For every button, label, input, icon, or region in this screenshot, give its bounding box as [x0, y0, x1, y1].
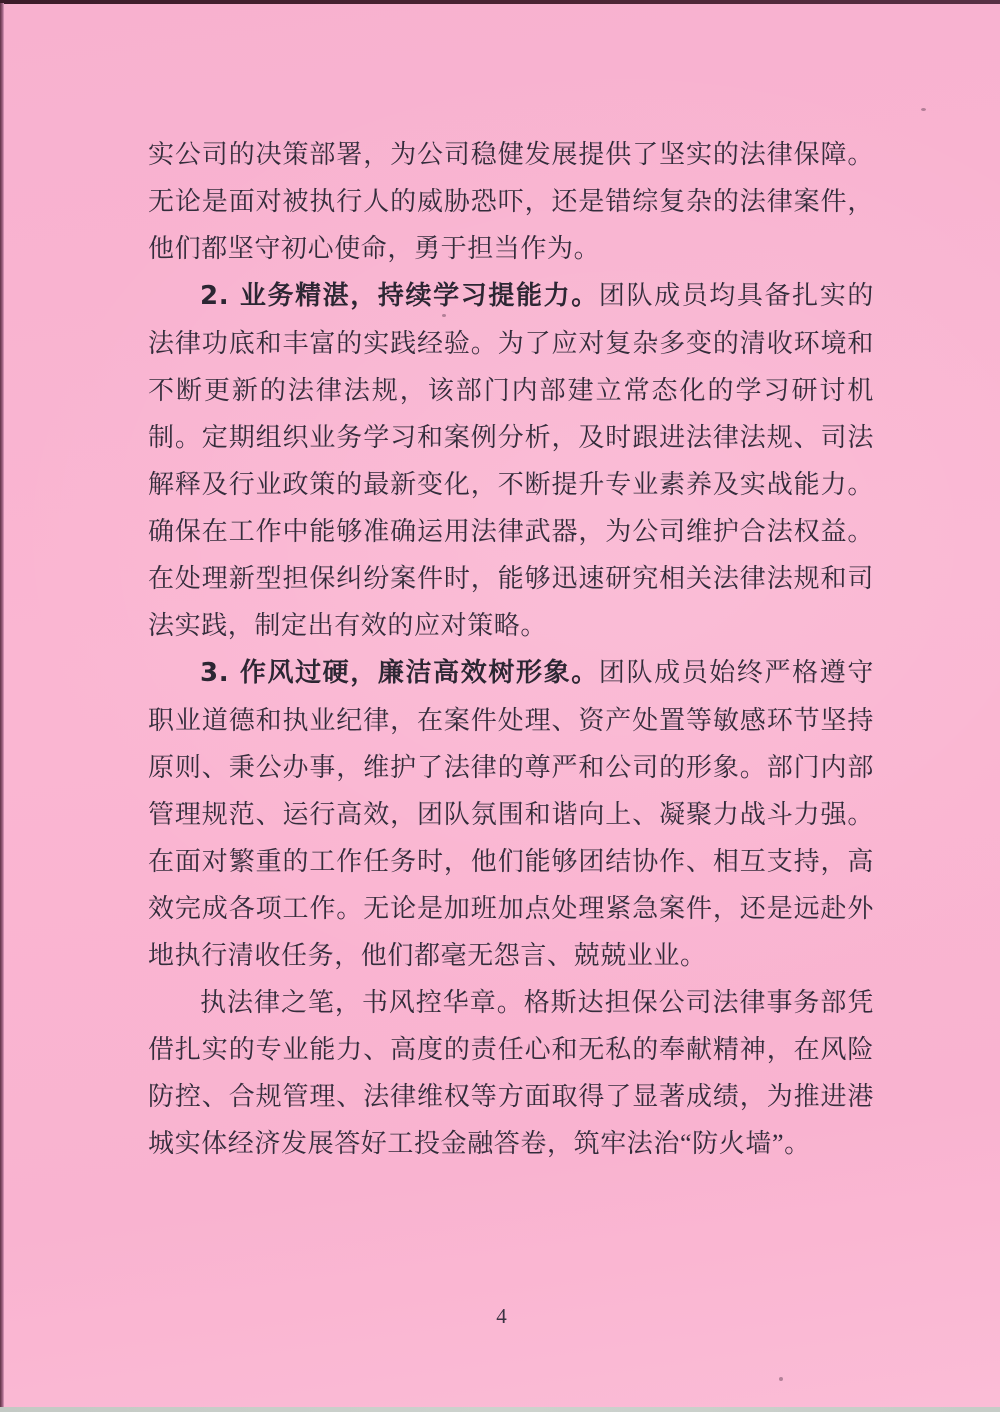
document-text — [148, 131, 874, 1167]
paragraph — [148, 979, 874, 1167]
scan-edge-bottom — [0, 1407, 1000, 1412]
paragraph-text: 实公司的决策部署，为公司稳健发展提供了坚实的法律保障。无论是面对被执行人的威胁恐吓，还是错综复杂的法律案件，他们都坚守初心使命，勇于担当作为。 — [148, 140, 874, 263]
paragraph — [148, 649, 874, 979]
scan-edge-left — [0, 3, 4, 1407]
paragraph — [148, 272, 874, 649]
page-number: 4 — [496, 1304, 507, 1328]
paragraph-text: 团队成员均具备扎实的法律功底和丰富的实践经验。为了应对复杂多变的清收环境和不断更新的法律法规，该部门内部建立常态化的学习研讨机制。定期组织业务学习和案例分析，及时跟进法律法规、司法解释及行业政策的最新变化，不断提升专业素养及实战能力。确保在工作中能够准确运用法律武器，为公司维护合法权益。在处理新型担保纠纷案件时，能够迅速研究相关法律法规和司法实践，制定出有效的应对策略。 — [148, 281, 874, 640]
scan-speck — [442, 314, 446, 317]
paper-sheet — [3, 4, 1000, 1407]
scan-speck — [921, 108, 926, 111]
paragraph — [148, 131, 874, 272]
paragraph-heading: 3. 作风过硬，廉洁高效树形象。 — [200, 658, 599, 688]
scan-speck — [779, 1377, 783, 1381]
paragraph-text: 团队成员始终严格遵守职业道德和执业纪律，在案件处理、资产处置等敏感环节坚持原则、秉公办事，维护了法律的尊严和公司的形象。部门内部管理规范、运行高效，团队氛围和谐向上、凝聚力战斗力强。在面对繁重的工作任务时，他们能够团结协作、相互支持，高效完成各项工作。无论是加班加点处理紧急案件，还是远赴外地执行清收任务，他们都毫无怨言、兢兢业业。 — [148, 658, 874, 970]
paragraph-text: 执法律之笔，书风控华章。格斯达担保公司法律事务部凭借扎实的专业能力、高度的责任心和无私的奉献精神，在风险防控、合规管理、法律维权等方面取得了显著成绩，为推进港城实体经济发展答好工投金融答卷，筑牢法治“防火墙”。 — [148, 988, 874, 1158]
paragraph-heading: 2. 业务精湛，持续学习提能力。 — [200, 281, 599, 311]
